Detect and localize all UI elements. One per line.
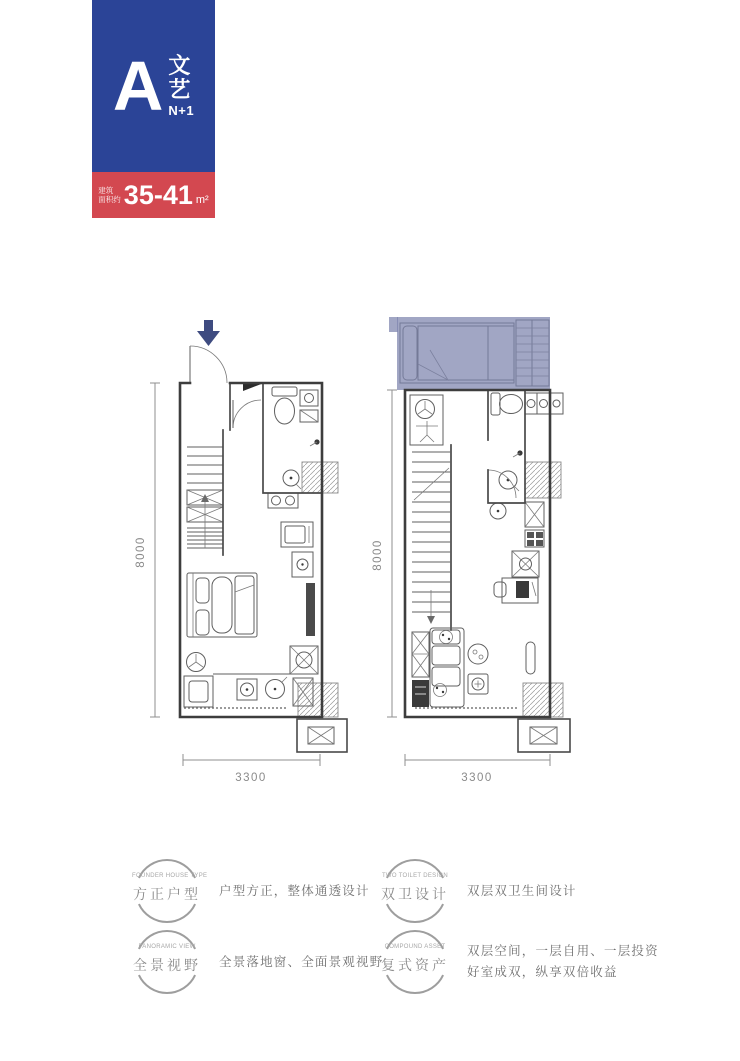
shaft-hatch-lower <box>523 683 563 717</box>
svg-text:8000: 8000 <box>135 536 147 568</box>
svg-text:3300: 3300 <box>461 772 493 784</box>
entry-door <box>190 346 227 383</box>
shaft-hatch-lower <box>298 683 338 717</box>
kitchen <box>268 493 315 636</box>
feature-description: 户型方正，整体通透设计 <box>219 883 370 898</box>
laundry-closet <box>410 395 443 445</box>
unit-type-card <box>92 0 215 172</box>
stairs <box>187 447 223 548</box>
unit-layout-label: N+1 <box>168 103 195 119</box>
duplex-asset-seal-icon: COMPOUND ASSET 复式资产 <box>380 927 450 997</box>
wardrobe <box>412 632 429 707</box>
unit-tagline: 文艺 <box>168 52 191 102</box>
unit-type-badge <box>92 0 215 218</box>
feature-description: 双层空间，一层自用、一层投资 好室成双，纵享双倍收益 <box>467 944 659 979</box>
feature-panoramic-view <box>132 927 383 997</box>
ac-platform <box>297 719 347 752</box>
area-banner <box>92 172 215 218</box>
unit-letter: A <box>112 46 162 125</box>
panoramic-view-seal-icon: PANORAMIC VIEW 全景视野 <box>132 927 202 997</box>
dimension-vertical <box>135 383 160 717</box>
desk-computer <box>494 578 538 603</box>
dimension-horizontal <box>183 754 320 784</box>
bench <box>526 642 535 674</box>
entry-arrow-icon <box>197 320 220 346</box>
floor-plan-level1 <box>120 290 370 790</box>
sofa-area <box>430 628 488 707</box>
shaft-hatch-upper <box>302 462 338 493</box>
ac-platform <box>518 719 570 752</box>
bathroom <box>488 393 523 519</box>
basin-cabinets <box>525 393 563 414</box>
washing-machine <box>184 653 213 708</box>
floor-plan-level2 <box>370 290 620 790</box>
dimension-horizontal <box>405 754 550 784</box>
area-prefix: 建筑 面积约 <box>98 186 121 204</box>
area-value: 35-41 <box>123 179 193 210</box>
svg-text:8000: 8000 <box>372 539 384 571</box>
two-toilet-seal-icon: TWO TOILET DESIGN 双卫设计 <box>380 856 450 926</box>
dimension-vertical <box>372 390 397 717</box>
feature-two-toilet <box>380 856 577 926</box>
loft-bed-zone <box>389 317 550 390</box>
feature-duplex-asset <box>380 927 659 997</box>
staircase <box>412 445 451 630</box>
bed <box>187 573 257 637</box>
outer-walls <box>405 390 550 717</box>
utility-column <box>512 502 544 577</box>
square-layout-seal-icon: FOUNDER HOUSE TYPE 方正户型 <box>132 856 202 926</box>
feature-square-layout <box>132 856 370 926</box>
feature-description: 全景落地窗、全面景观视野 <box>219 954 384 969</box>
feature-description: 双层双卫生间设计 <box>467 883 577 898</box>
kitchen-counter <box>184 674 290 708</box>
area-unit: m² <box>195 193 209 206</box>
shaft-hatch-upper <box>525 462 561 498</box>
svg-text:3300: 3300 <box>235 772 267 784</box>
